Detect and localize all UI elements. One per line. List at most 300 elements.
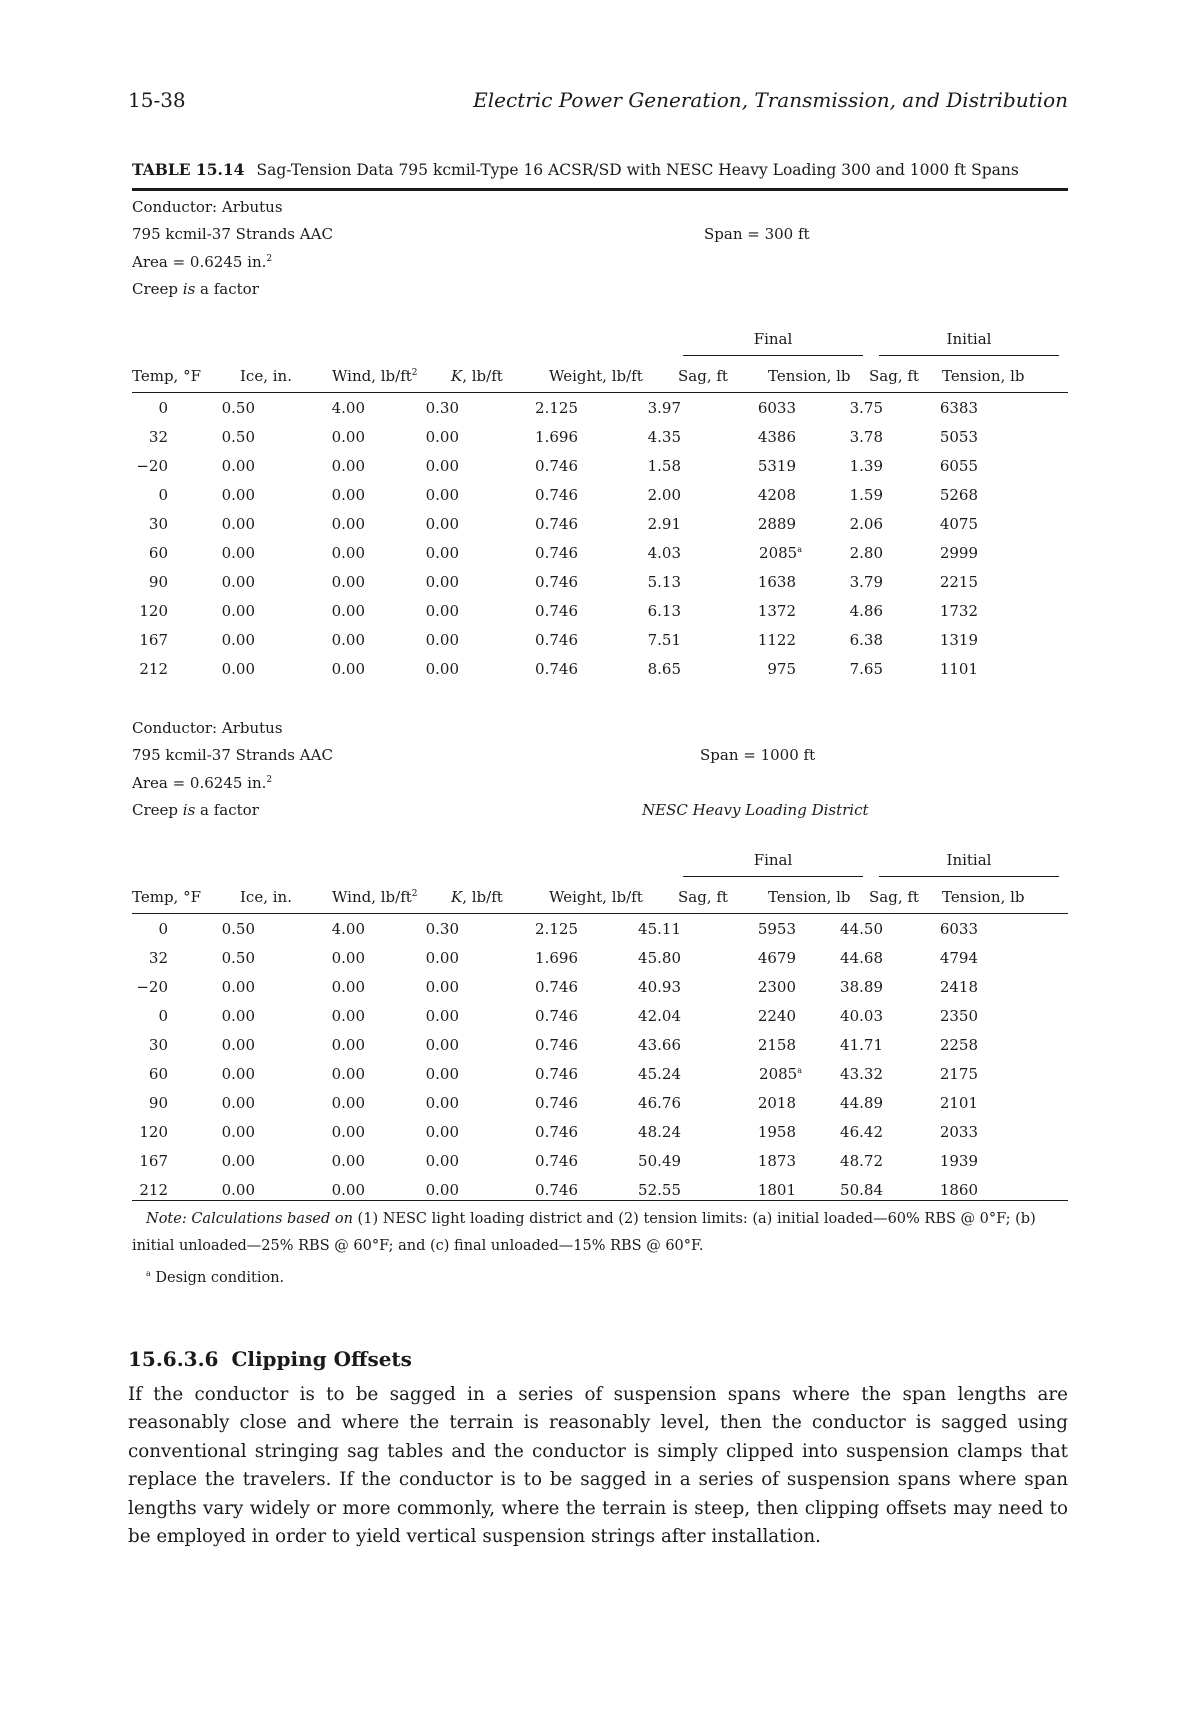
table-cell bbox=[426, 486, 459, 504]
cell-value: 45.11 bbox=[638, 920, 681, 938]
table-cell bbox=[222, 949, 255, 967]
table-cell bbox=[332, 602, 365, 620]
table-cell bbox=[840, 920, 883, 938]
table-cell bbox=[158, 1007, 168, 1025]
cell-value: 4.03 bbox=[647, 544, 681, 562]
table-cell bbox=[758, 1123, 796, 1141]
table-cell bbox=[940, 486, 978, 504]
cell-value: 0.00 bbox=[331, 978, 365, 996]
cell-value: 1958 bbox=[757, 1123, 796, 1141]
cell-value: 2418 bbox=[939, 978, 978, 996]
table-row bbox=[128, 660, 1068, 689]
cell-value: 0 bbox=[158, 399, 168, 417]
cell-value: 0.746 bbox=[535, 486, 578, 504]
cell-value: 0.00 bbox=[331, 486, 365, 504]
table-cell bbox=[940, 660, 978, 678]
table-cell bbox=[426, 1007, 459, 1025]
table-cell bbox=[139, 660, 168, 678]
column-header-text: Wind, lb/ft bbox=[332, 888, 412, 906]
table-cell bbox=[332, 1123, 365, 1141]
table-cell bbox=[332, 1152, 365, 1170]
table-cell bbox=[758, 1152, 796, 1170]
column-header-k: K bbox=[451, 367, 463, 385]
table-cell bbox=[332, 978, 365, 996]
table-cell bbox=[222, 1094, 255, 1112]
table-cell bbox=[222, 399, 255, 417]
table-cell bbox=[940, 515, 978, 533]
cell-value: 6.38 bbox=[849, 631, 883, 649]
conductor-label: Conductor: Arbutus bbox=[132, 719, 283, 737]
body-paragraph: If the conductor is to be sagged in a series of suspension spans where the span lengths are reasonably close and where the terrain is reasonably level, then the conductor is sagged using conventional stringing sag tables and the conductor is simply clipped into suspension clamps that replace the travelers. If the conductor is to be sagged in a series of suspension spans where span lengths vary widely or more commonly, where the terrain is steep, then clipping offsets may need to be employed in order to yield vertical suspension strings after installation. bbox=[128, 1384, 1068, 1548]
cell-value: 0.746 bbox=[535, 457, 578, 475]
cell-value: 0.746 bbox=[535, 978, 578, 996]
table-cell bbox=[222, 660, 255, 678]
cell-value: 44.50 bbox=[840, 920, 883, 938]
cell-value: 5319 bbox=[757, 457, 796, 475]
cell-value: 2999 bbox=[939, 544, 978, 562]
table-cell bbox=[840, 1123, 883, 1141]
cell-value: 3.79 bbox=[849, 573, 883, 591]
table-cell bbox=[222, 1123, 255, 1141]
cell-value: 2101 bbox=[939, 1094, 978, 1112]
strands-label: 795 kcmil-37 Strands AAC bbox=[132, 746, 333, 764]
cell-value: 0.00 bbox=[425, 1065, 459, 1083]
cell-value: 0.746 bbox=[535, 544, 578, 562]
column-header-text: Wind, lb/ft bbox=[332, 367, 412, 385]
table-cell bbox=[758, 1007, 796, 1025]
cell-value: 90 bbox=[148, 573, 168, 591]
table-cell bbox=[535, 486, 578, 504]
cell-value: 0.746 bbox=[535, 1007, 578, 1025]
cell-value: 45.80 bbox=[638, 949, 681, 967]
cell-value: 0 bbox=[158, 1007, 168, 1025]
table-cell bbox=[850, 515, 883, 533]
table-cell bbox=[139, 602, 168, 620]
cell-value: 5268 bbox=[939, 486, 978, 504]
cell-value: 0.00 bbox=[221, 544, 255, 562]
table-cell bbox=[758, 1094, 796, 1112]
cell-value: 4.86 bbox=[849, 602, 883, 620]
column-header-text: Temp, °F bbox=[132, 888, 201, 906]
table-cell bbox=[426, 631, 459, 649]
column-header-text: Ice, in. bbox=[240, 367, 292, 385]
cell-value: 0.00 bbox=[221, 602, 255, 620]
table-cell bbox=[648, 457, 681, 475]
cell-value: 167 bbox=[139, 1152, 168, 1170]
cell-value: 0.746 bbox=[535, 1152, 578, 1170]
creep-label bbox=[132, 280, 259, 298]
cell-value: 2258 bbox=[939, 1036, 978, 1054]
column-header bbox=[678, 888, 728, 906]
note-label: Note: bbox=[146, 1211, 187, 1227]
cell-value: 0.00 bbox=[331, 457, 365, 475]
table-cell bbox=[850, 631, 883, 649]
cell-value: 0.00 bbox=[425, 660, 459, 678]
cell-value: 2.125 bbox=[535, 920, 578, 938]
cell-value: 120 bbox=[139, 602, 168, 620]
table-cell bbox=[648, 602, 681, 620]
table-cell bbox=[850, 544, 883, 562]
column-header bbox=[768, 888, 851, 906]
cell-value: 0.00 bbox=[331, 660, 365, 678]
loading-district-label: NESC Heavy Loading District bbox=[642, 801, 869, 819]
cell-value: 167 bbox=[139, 631, 168, 649]
cell-value: 48.24 bbox=[638, 1123, 681, 1141]
table-row bbox=[128, 1065, 1068, 1094]
cell-value: 4679 bbox=[757, 949, 796, 967]
span-label: Span = 300 ft bbox=[704, 225, 810, 243]
table-cell bbox=[840, 1094, 883, 1112]
cell-value: 4.00 bbox=[331, 399, 365, 417]
cell-value: −20 bbox=[136, 978, 168, 996]
cell-value: 4.35 bbox=[647, 428, 681, 446]
table-cell bbox=[940, 602, 978, 620]
cell-value: 0.00 bbox=[221, 573, 255, 591]
column-header-text: Sag, ft bbox=[869, 888, 919, 906]
running-title: Electric Power Generation, Transmission, and Distribution bbox=[473, 88, 1068, 112]
cell-value: 50.49 bbox=[638, 1152, 681, 1170]
table-top-rule bbox=[132, 188, 1068, 191]
cell-value: 2889 bbox=[757, 515, 796, 533]
table-cell bbox=[648, 515, 681, 533]
cell-value: 4208 bbox=[757, 486, 796, 504]
table-cell bbox=[850, 602, 883, 620]
table-cell bbox=[940, 1036, 978, 1054]
table-cell bbox=[332, 1036, 365, 1054]
cell-value: 0.746 bbox=[535, 1181, 578, 1199]
table-cell bbox=[758, 1181, 796, 1199]
table-cell bbox=[426, 1123, 459, 1141]
cell-value: 975 bbox=[767, 660, 796, 678]
column-header bbox=[240, 888, 292, 906]
table-cell bbox=[222, 1065, 255, 1083]
column-header-text: Sag, ft bbox=[678, 367, 728, 385]
cell-value: 2.06 bbox=[849, 515, 883, 533]
cell-value: 5.13 bbox=[647, 573, 681, 591]
table-cell bbox=[332, 544, 365, 562]
table-cell bbox=[648, 486, 681, 504]
cell-value: 212 bbox=[139, 1181, 168, 1199]
column-header bbox=[942, 367, 1025, 385]
table-cell bbox=[638, 1181, 681, 1199]
table-row bbox=[128, 602, 1068, 631]
table-cell bbox=[850, 486, 883, 504]
cell-value: 0.00 bbox=[331, 1181, 365, 1199]
column-header bbox=[240, 367, 292, 385]
column-header bbox=[869, 888, 919, 906]
table-cell bbox=[149, 1094, 168, 1112]
cell-value: 0.00 bbox=[425, 573, 459, 591]
cell-value: 0.50 bbox=[221, 428, 255, 446]
column-header-rule bbox=[132, 392, 1068, 393]
column-header-text: Weight, lb/ft bbox=[549, 367, 643, 385]
final-group-header: Final bbox=[753, 330, 793, 348]
final-group-header: Final bbox=[753, 851, 793, 869]
table-cell bbox=[758, 602, 796, 620]
table-cell bbox=[332, 399, 365, 417]
cell-value: 0.00 bbox=[331, 602, 365, 620]
cell-value: 6033 bbox=[757, 399, 796, 417]
column-header bbox=[678, 367, 728, 385]
table-cell bbox=[426, 428, 459, 446]
table-cell bbox=[158, 486, 168, 504]
table-cell bbox=[332, 486, 365, 504]
column-header-k-unit: , lb/ft bbox=[462, 367, 503, 385]
cell-value: 32 bbox=[148, 949, 168, 967]
cell-value: 0.00 bbox=[425, 1181, 459, 1199]
table-cell bbox=[222, 978, 255, 996]
table-row bbox=[128, 573, 1068, 602]
cell-value: −20 bbox=[136, 457, 168, 475]
table-cell bbox=[840, 1007, 883, 1025]
initial-group-header: Initial bbox=[946, 851, 992, 869]
table-cell bbox=[648, 631, 681, 649]
table-row bbox=[128, 1007, 1068, 1036]
table-cell bbox=[535, 515, 578, 533]
table-row bbox=[128, 544, 1068, 573]
cell-value: 0.00 bbox=[221, 457, 255, 475]
table-cell bbox=[426, 457, 459, 475]
table-cell bbox=[940, 1007, 978, 1025]
cell-value: 7.51 bbox=[647, 631, 681, 649]
table-cell bbox=[136, 978, 168, 996]
table-cell bbox=[850, 399, 883, 417]
creep-pre: Creep bbox=[132, 280, 183, 298]
cell-value: 1873 bbox=[757, 1152, 796, 1170]
final-group-rule bbox=[683, 876, 863, 877]
creep-post: a factor bbox=[195, 801, 259, 819]
table-cell bbox=[759, 1065, 802, 1083]
cell-value: 0.00 bbox=[331, 1007, 365, 1025]
table-row bbox=[128, 486, 1068, 515]
cell-value: 0.746 bbox=[535, 660, 578, 678]
cell-value: 0.746 bbox=[535, 631, 578, 649]
section-bottom-rule bbox=[132, 702, 1068, 703]
cell-value: 0.746 bbox=[535, 1065, 578, 1083]
table-cell bbox=[222, 486, 255, 504]
cell-value: 0.00 bbox=[331, 544, 365, 562]
cell-value: 0.50 bbox=[221, 949, 255, 967]
table-cell bbox=[638, 1036, 681, 1054]
table-cell bbox=[648, 660, 681, 678]
cell-value: 0.50 bbox=[221, 399, 255, 417]
cell-value: 7.65 bbox=[849, 660, 883, 678]
cell-value: 2158 bbox=[757, 1036, 796, 1054]
column-header bbox=[768, 367, 851, 385]
cell-value: 0.00 bbox=[331, 428, 365, 446]
table-cell bbox=[759, 544, 802, 562]
cell-value: 32 bbox=[148, 428, 168, 446]
cell-value: 43.32 bbox=[840, 1065, 883, 1083]
section-number: 15.6.3.6 bbox=[128, 1347, 219, 1371]
table-cell bbox=[149, 1036, 168, 1054]
cell-value: 0.30 bbox=[425, 920, 459, 938]
cell-value: 0.00 bbox=[425, 1094, 459, 1112]
cell-value: 2.91 bbox=[647, 515, 681, 533]
table-cell bbox=[426, 660, 459, 678]
cell-value: 3.75 bbox=[849, 399, 883, 417]
table-cell bbox=[638, 1065, 681, 1083]
table-cell bbox=[332, 631, 365, 649]
column-header-text: Weight, lb/ft bbox=[549, 888, 643, 906]
table-cell bbox=[149, 1065, 168, 1083]
cell-value: 60 bbox=[148, 1065, 168, 1083]
table-cell bbox=[535, 660, 578, 678]
table-caption-text: Sag-Tension Data 795 kcmil-Type 16 ACSR/SD with NESC Heavy Loading 300 and 1000 ft Spans bbox=[256, 161, 1019, 179]
table-cell bbox=[648, 399, 681, 417]
table-cell bbox=[222, 457, 255, 475]
cell-value: 2240 bbox=[757, 1007, 796, 1025]
table-cell bbox=[840, 1152, 883, 1170]
table-cell bbox=[426, 515, 459, 533]
table-cell bbox=[222, 602, 255, 620]
cell-value: 2350 bbox=[939, 1007, 978, 1025]
table-row bbox=[128, 631, 1068, 660]
table-cell bbox=[535, 573, 578, 591]
wind-superscript: 2 bbox=[411, 368, 418, 378]
cell-value: 0.746 bbox=[535, 515, 578, 533]
cell-value: 0.746 bbox=[535, 1123, 578, 1141]
cell-value: 1.58 bbox=[647, 457, 681, 475]
table-cell bbox=[149, 428, 168, 446]
cell-value: 1101 bbox=[939, 660, 978, 678]
column-header-k-unit: , lb/ft bbox=[462, 888, 503, 906]
table-cell bbox=[840, 1065, 883, 1083]
table-cell bbox=[426, 399, 459, 417]
cell-value: 0.00 bbox=[425, 949, 459, 967]
initial-group-rule bbox=[879, 355, 1059, 356]
table-row bbox=[128, 428, 1068, 457]
cell-value: 0.00 bbox=[221, 1181, 255, 1199]
cell-value: 90 bbox=[148, 1094, 168, 1112]
cell-value: 2300 bbox=[757, 978, 796, 996]
cell-value: 41.71 bbox=[840, 1036, 883, 1054]
cell-value: 1.59 bbox=[849, 486, 883, 504]
column-header bbox=[942, 888, 1025, 906]
area-text: Area = 0.6245 in. bbox=[132, 774, 267, 792]
cell-value: 52.55 bbox=[638, 1181, 681, 1199]
table-cell bbox=[535, 1123, 578, 1141]
area-superscript: 2 bbox=[266, 775, 273, 785]
cell-value: 0.00 bbox=[425, 602, 459, 620]
column-header-text: Ice, in. bbox=[240, 888, 292, 906]
cell-value: 0.00 bbox=[331, 1036, 365, 1054]
cell-value: 1122 bbox=[757, 631, 796, 649]
table-cell bbox=[332, 1065, 365, 1083]
table-cell bbox=[850, 573, 883, 591]
table-cell bbox=[940, 949, 978, 967]
cell-value: 42.04 bbox=[638, 1007, 681, 1025]
area-text: Area = 0.6245 in. bbox=[132, 253, 267, 271]
design-condition-marker: a bbox=[797, 545, 802, 554]
cell-value: 40.93 bbox=[638, 978, 681, 996]
table-cell bbox=[426, 949, 459, 967]
table-cell bbox=[332, 573, 365, 591]
cell-value: 0 bbox=[158, 920, 168, 938]
cell-value: 0.00 bbox=[331, 1152, 365, 1170]
column-header-rule bbox=[132, 913, 1068, 914]
cell-value: 0.00 bbox=[425, 1036, 459, 1054]
table-row bbox=[128, 1152, 1068, 1181]
column-header-k: K bbox=[451, 888, 463, 906]
table-cell bbox=[426, 1152, 459, 1170]
table-cell bbox=[535, 428, 578, 446]
cell-value: 0.00 bbox=[221, 631, 255, 649]
table-cell bbox=[758, 573, 796, 591]
cell-value: 2085 bbox=[759, 544, 798, 562]
table-cell bbox=[332, 660, 365, 678]
table-cell bbox=[940, 399, 978, 417]
cell-value: 60 bbox=[148, 544, 168, 562]
table-cell bbox=[758, 486, 796, 504]
table-cell bbox=[222, 573, 255, 591]
cell-value: 1732 bbox=[939, 602, 978, 620]
table-cell bbox=[638, 920, 681, 938]
table-cell bbox=[332, 920, 365, 938]
cell-value: 1638 bbox=[757, 573, 796, 591]
cell-value: 6033 bbox=[939, 920, 978, 938]
table-cell bbox=[139, 631, 168, 649]
column-header-text: Tension, lb bbox=[942, 888, 1025, 906]
table-cell bbox=[840, 978, 883, 996]
cell-value: 0.00 bbox=[331, 1094, 365, 1112]
cell-value: 0.00 bbox=[221, 978, 255, 996]
cell-value: 2.00 bbox=[647, 486, 681, 504]
cell-value: 40.03 bbox=[840, 1007, 883, 1025]
table-cell bbox=[648, 573, 681, 591]
cell-value: 1860 bbox=[939, 1181, 978, 1199]
column-header bbox=[451, 367, 503, 385]
table-cell bbox=[638, 1094, 681, 1112]
cell-value: 6.13 bbox=[647, 602, 681, 620]
cell-value: 48.72 bbox=[840, 1152, 883, 1170]
table-cell bbox=[940, 457, 978, 475]
table-cell bbox=[758, 978, 796, 996]
cell-value: 0.00 bbox=[221, 1094, 255, 1112]
cell-value: 0.00 bbox=[425, 544, 459, 562]
column-header bbox=[549, 888, 643, 906]
cell-value: 0.00 bbox=[425, 515, 459, 533]
table-cell bbox=[940, 573, 978, 591]
cell-value: 0.00 bbox=[221, 486, 255, 504]
table-cell bbox=[158, 399, 168, 417]
table-cell bbox=[332, 515, 365, 533]
creep-pre: Creep bbox=[132, 801, 183, 819]
strands-label: 795 kcmil-37 Strands AAC bbox=[132, 225, 333, 243]
table-cell bbox=[758, 515, 796, 533]
area-label bbox=[132, 253, 272, 271]
table-cell bbox=[426, 544, 459, 562]
table-cell bbox=[535, 631, 578, 649]
table-cell bbox=[535, 457, 578, 475]
cell-value: 0.00 bbox=[425, 1007, 459, 1025]
cell-value: 1319 bbox=[939, 631, 978, 649]
cell-value: 1372 bbox=[757, 602, 796, 620]
table-cell bbox=[535, 978, 578, 996]
cell-value: 0.50 bbox=[221, 920, 255, 938]
table-cell bbox=[638, 1123, 681, 1141]
initial-group-header: Initial bbox=[946, 330, 992, 348]
cell-value: 2085 bbox=[759, 1065, 798, 1083]
table-cell bbox=[840, 1181, 883, 1199]
cell-value: 2033 bbox=[939, 1123, 978, 1141]
table-row bbox=[128, 399, 1068, 428]
page-header bbox=[128, 88, 1068, 118]
page-number: 15-38 bbox=[128, 88, 186, 112]
table-cell bbox=[222, 1036, 255, 1054]
cell-value: 0 bbox=[158, 486, 168, 504]
cell-value: 4.00 bbox=[331, 920, 365, 938]
